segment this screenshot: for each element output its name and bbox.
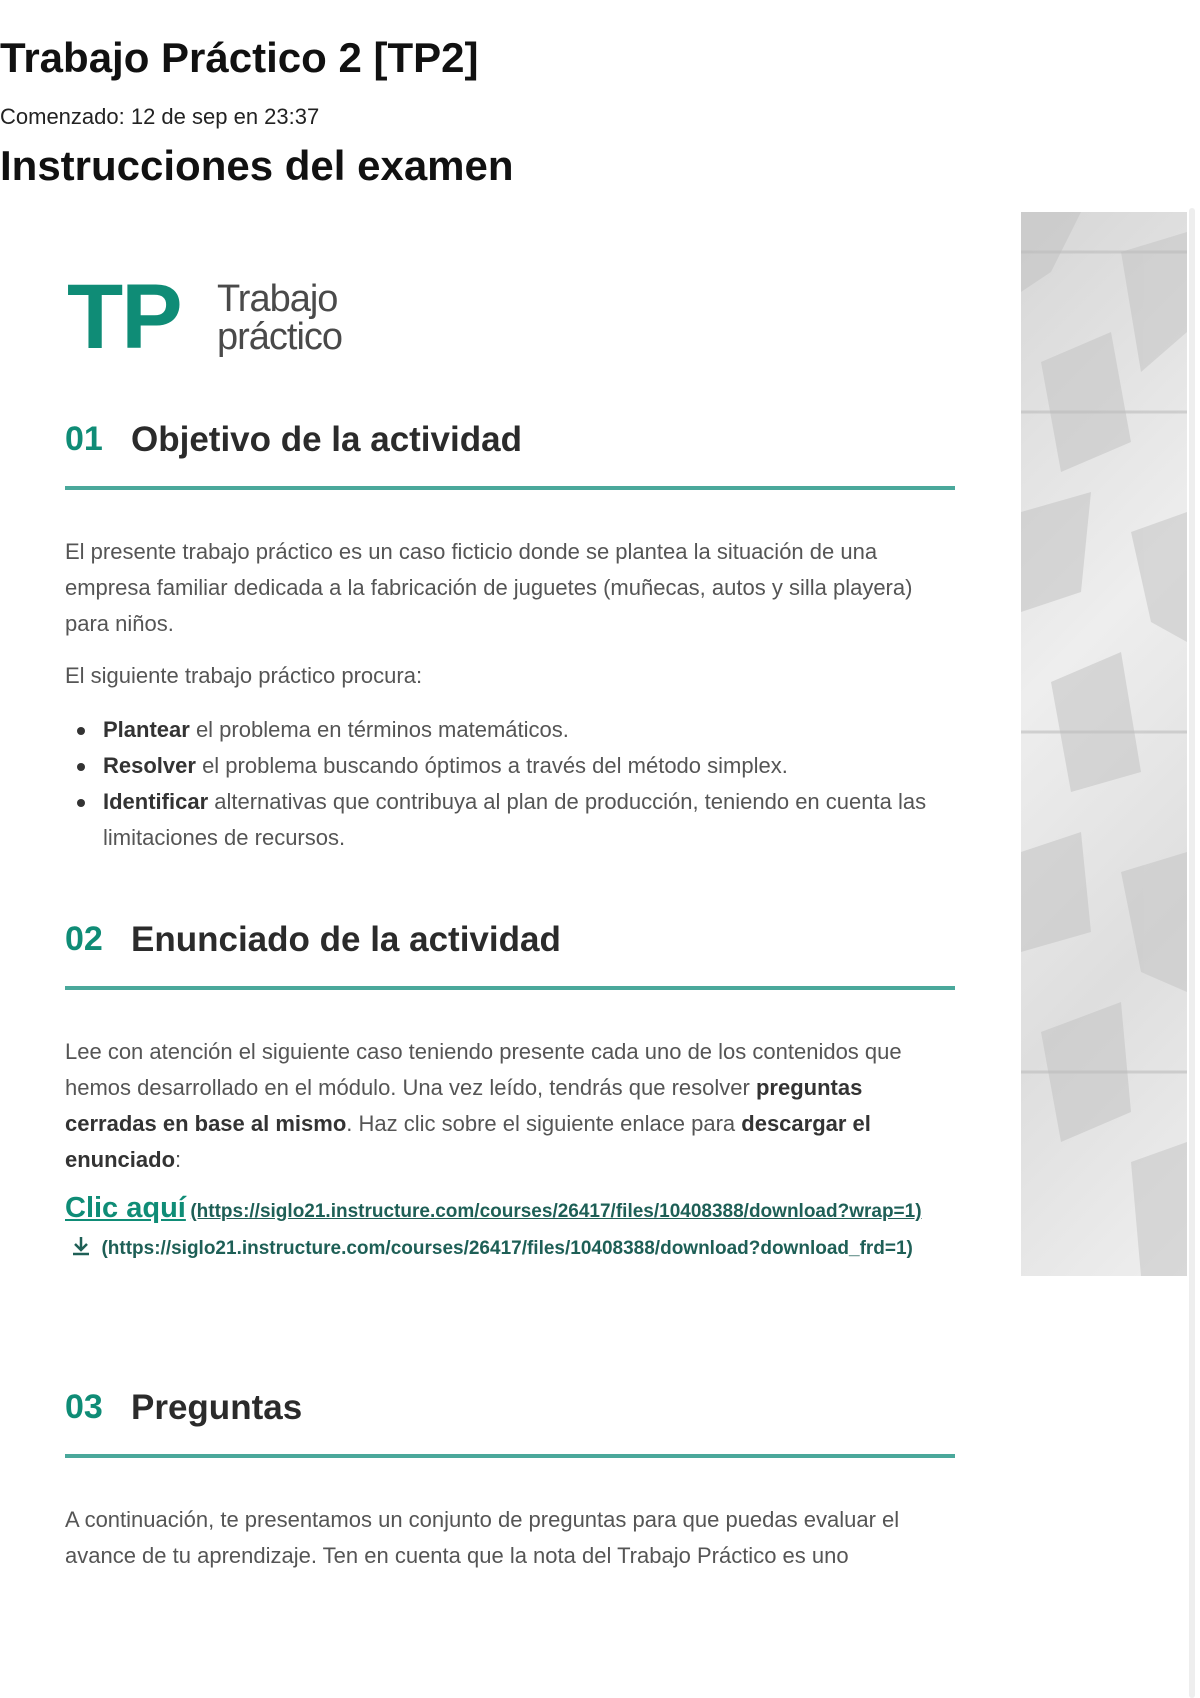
click-here-link[interactable]: Clic aquí: [65, 1192, 186, 1224]
section-title: Preguntas: [131, 1388, 303, 1427]
download-links: [65, 1190, 955, 1272]
logo-line-2: práctico: [217, 316, 343, 358]
list-item: Identificar alternativas que contribuya al plan de producción, teniendo en cuenta las limitaciones de recursos.: [65, 784, 955, 856]
tp-logo: [65, 266, 385, 368]
logo-mark: TP: [67, 266, 181, 368]
section-number: 03: [65, 1388, 103, 1426]
section-number: 01: [65, 420, 103, 458]
statement-url-link[interactable]: (https://siglo21.instructure.com/courses/26417/files/10408388/download?wrap=1): [190, 1201, 922, 1222]
decorative-side-image: [1021, 212, 1187, 1276]
download-url-link[interactable]: (https://siglo21.instructure.com/courses/26417/files/10408388/download?download_frd=1): [101, 1238, 913, 1259]
section-number: 02: [65, 920, 103, 958]
section-title: Objetivo de la actividad: [131, 420, 522, 459]
started-timestamp: Comenzado: 12 de sep en 23:37: [0, 104, 320, 129]
page-title: Trabajo Práctico 2 [TP2]: [0, 34, 479, 81]
list-item: Resolver el problema buscando óptimos a través del método simplex.: [65, 748, 955, 784]
objective-paragraph: El presente trabajo práctico es un caso ficticio donde se plantea la situación de una empresa familiar dedicada a la fabricación de juguetes (muñecas, autos y silla playera) para niños.: [65, 539, 913, 636]
section-03-header: [65, 1388, 955, 1458]
objective-list: [65, 712, 955, 856]
list-item: Plantear el problema en términos matemáticos.: [65, 712, 955, 748]
section-02-header: [65, 920, 955, 990]
logo-line-1: Trabajo: [217, 278, 338, 320]
instructions-title: Instrucciones del examen: [0, 142, 514, 189]
section-title: Enunciado de la actividad: [131, 920, 561, 959]
questions-paragraph: A continuación, te presentamos un conjunto de preguntas para que puedas evaluar el avance de tu aprendizaje. Ten en cuenta que la nota del Trabajo Práctico es uno: [65, 1507, 900, 1568]
page-scrollbar[interactable]: [1189, 208, 1195, 1698]
download-icon[interactable]: [69, 1234, 93, 1272]
logo-text: [217, 280, 342, 356]
architecture-pattern-graphic: [1021, 212, 1187, 1276]
section-01-header: [65, 420, 955, 490]
statement-paragraph: Lee con atención el siguiente caso teniendo presente cada uno de los contenidos que hemos desarrollado en el módulo. Una vez leído, tendrás que resolver preguntas cerradas en base al mismo. Haz clic sobre el siguiente enlace para descargar el enunciado:: [65, 1039, 902, 1172]
objective-intro: El siguiente trabajo práctico procura:: [65, 663, 423, 688]
